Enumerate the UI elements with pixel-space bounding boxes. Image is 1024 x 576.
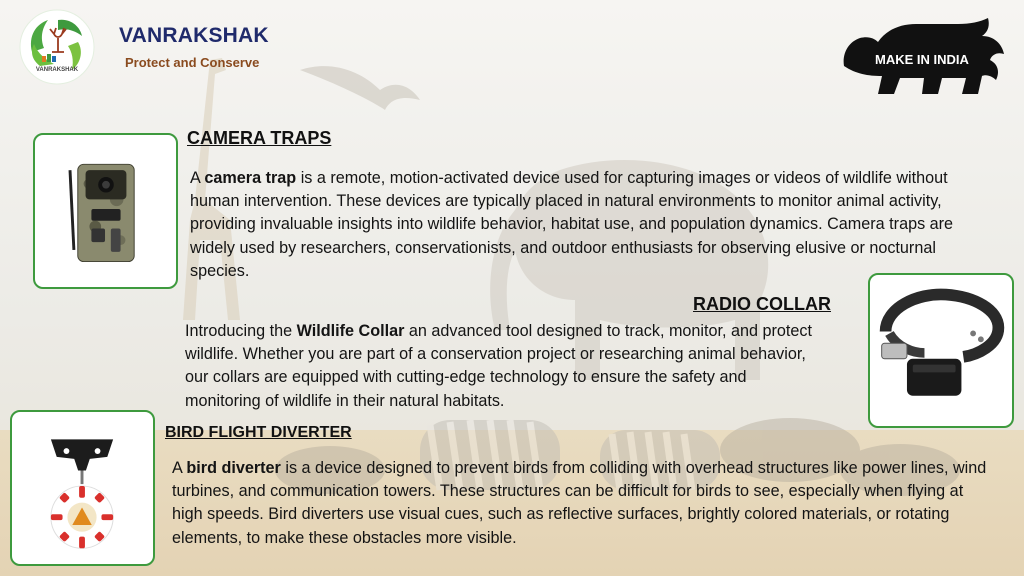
- wildlife-collar-term: Wildlife Collar: [296, 322, 405, 340]
- make-in-india-logo: [838, 14, 1006, 98]
- bird-diverter-image-card: [10, 410, 155, 566]
- brand-tagline: Protect and Conserve: [125, 55, 260, 70]
- bird-diverter-icon: [12, 412, 153, 564]
- camera-trap-icon: [35, 135, 176, 287]
- camera-trap-term: camera trap: [204, 169, 297, 187]
- camera-traps-description: A camera trap is a remote, motion-activated device used for capturing images or videos of wildlife without human intervention. These devices are typically placed in natural environments to monitor animal activity, providing invaluable insights into wildlife behavior, habitat use, and population dynamics. Camera traps are widely used by researchers, conservationists, and outdoor enthusiasts for observing elusive or nocturnal species.: [190, 169, 954, 280]
- bird-diverter-term: bird diverter: [186, 459, 281, 477]
- radio-collar-image-card: [868, 273, 1014, 428]
- radio-collar-heading: RADIO COLLAR: [693, 294, 831, 314]
- svg-text:VANRAKSHAK: VANRAKSHAK: [35, 67, 79, 73]
- vanrakshak-logo: [18, 8, 96, 86]
- bird-diverter-heading: BIRD FLIGHT DIVERTER: [165, 424, 352, 441]
- camera-traps-heading: CAMERA TRAPS: [187, 128, 332, 148]
- camera-trap-image-card: [33, 133, 178, 289]
- radio-collar-icon: [870, 275, 1012, 426]
- svg-text:MAKE IN INDIA: MAKE IN INDIA: [875, 52, 969, 67]
- brand-title: VANRAKSHAK: [119, 24, 269, 47]
- bird-diverter-description: A bird diverter is a device designed to prevent birds from colliding with overhead structures like power lines, wind turbines, and communication towers. These structures can be difficult for birds to see, especially when flying at high speeds. Bird diverters use visual cues, such as reflective surfaces, brightly colored materials, or rotating elements, to make these obstacles more visible.: [172, 459, 987, 547]
- radio-collar-description: Introducing the Wildlife Collar an advanced tool designed to track, monitor, and protect wildlife. Whether you are part of a conservation project or researching animal behavior, our collars are equipped with cutting-edge technology to ensure the safety and monitoring of wildlife in their natural habitats.: [185, 322, 813, 410]
